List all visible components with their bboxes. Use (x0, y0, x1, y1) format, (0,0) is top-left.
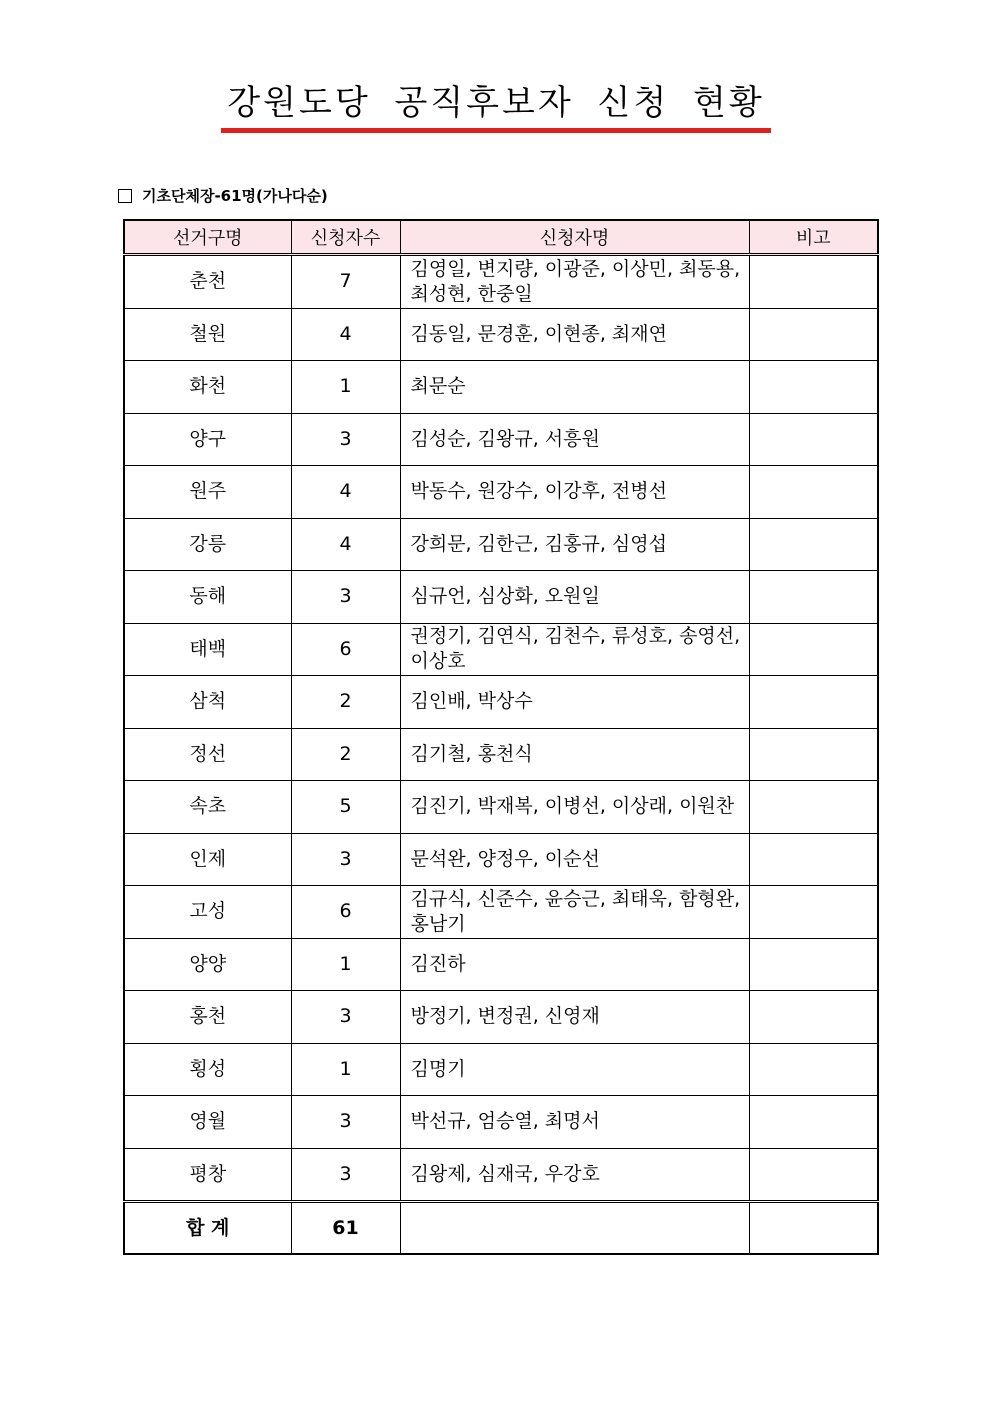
note-cell (749, 886, 878, 939)
section-heading (118, 185, 328, 206)
table-header-row (124, 220, 878, 255)
count-cell: 3 (291, 1148, 400, 1202)
names-cell: 박선규, 엄승열, 최명서 (400, 1096, 749, 1149)
names-cell: 김규식, 신준수, 윤승근, 최태욱, 함형완, 홍남기 (400, 886, 749, 939)
candidate-table (123, 219, 879, 1255)
table-row (124, 308, 878, 361)
names-cell: 최문순 (400, 361, 749, 414)
district-cell: 홍천 (124, 991, 291, 1044)
count-cell: 3 (291, 571, 400, 624)
header-count: 신청자수 (291, 220, 400, 255)
note-cell (749, 623, 878, 676)
district-cell: 정선 (124, 728, 291, 781)
table-row (124, 991, 878, 1044)
header-names: 신청자명 (400, 220, 749, 255)
checkbox-square-icon (118, 189, 132, 203)
table-row (124, 1096, 878, 1149)
note-cell (749, 361, 878, 414)
count-cell: 1 (291, 361, 400, 414)
names-cell: 김명기 (400, 1043, 749, 1096)
table-row (124, 466, 878, 519)
names-cell: 방정기, 변정권, 신영재 (400, 991, 749, 1044)
note-cell (749, 518, 878, 571)
names-cell: 권정기, 김연식, 김천수, 류성호, 송영선, 이상호 (400, 623, 749, 676)
names-cell: 김진기, 박재복, 이병선, 이상래, 이원찬 (400, 781, 749, 834)
note-cell (749, 1096, 878, 1149)
count-cell: 2 (291, 728, 400, 781)
district-cell: 철원 (124, 308, 291, 361)
names-cell: 김진하 (400, 938, 749, 991)
note-cell (749, 781, 878, 834)
note-cell (749, 571, 878, 624)
count-cell: 5 (291, 781, 400, 834)
table-row (124, 413, 878, 466)
table-row (124, 571, 878, 624)
note-cell (749, 466, 878, 519)
section-heading-text: 기초단체장-61명(가나다순) (142, 187, 328, 205)
names-cell: 문석완, 양정우, 이순선 (400, 833, 749, 886)
table-row (124, 676, 878, 729)
count-cell: 4 (291, 308, 400, 361)
count-cell: 4 (291, 466, 400, 519)
table-row (124, 1043, 878, 1096)
total-count: 61 (291, 1202, 400, 1255)
note-cell (749, 991, 878, 1044)
note-cell (749, 255, 878, 309)
table-row (124, 886, 878, 939)
note-cell (749, 413, 878, 466)
district-cell: 춘천 (124, 255, 291, 309)
note-cell (749, 676, 878, 729)
table-row (124, 518, 878, 571)
count-cell: 7 (291, 255, 400, 309)
district-cell: 평창 (124, 1148, 291, 1202)
count-cell: 6 (291, 886, 400, 939)
note-cell (749, 308, 878, 361)
note-cell (749, 1148, 878, 1202)
count-cell: 4 (291, 518, 400, 571)
district-cell: 횡성 (124, 1043, 291, 1096)
district-cell: 영월 (124, 1096, 291, 1149)
header-district: 선거구명 (124, 220, 291, 255)
district-cell: 고성 (124, 886, 291, 939)
names-cell: 김왕제, 심재국, 우강호 (400, 1148, 749, 1202)
page-title-container (0, 82, 992, 133)
district-cell: 강릉 (124, 518, 291, 571)
names-cell: 심규언, 심상화, 오원일 (400, 571, 749, 624)
names-cell: 김성순, 김왕규, 서흥원 (400, 413, 749, 466)
district-cell: 인제 (124, 833, 291, 886)
header-note: 비고 (749, 220, 878, 255)
table-row (124, 623, 878, 676)
table-row (124, 938, 878, 991)
names-cell: 박동수, 원강수, 이강후, 전병선 (400, 466, 749, 519)
count-cell: 3 (291, 833, 400, 886)
district-cell: 원주 (124, 466, 291, 519)
note-cell (749, 833, 878, 886)
count-cell: 1 (291, 938, 400, 991)
count-cell: 2 (291, 676, 400, 729)
page-title: 강원도당 공직후보자 신청 현황 (221, 82, 770, 133)
district-cell: 삼척 (124, 676, 291, 729)
names-cell: 김기철, 홍천식 (400, 728, 749, 781)
district-cell: 태백 (124, 623, 291, 676)
names-cell: 김인배, 박상수 (400, 676, 749, 729)
table-row (124, 1148, 878, 1202)
count-cell: 3 (291, 413, 400, 466)
table-row (124, 255, 878, 309)
total-label: 합 계 (124, 1202, 291, 1255)
table-row (124, 361, 878, 414)
total-note (749, 1202, 878, 1255)
district-cell: 동해 (124, 571, 291, 624)
names-cell: 김동일, 문경훈, 이현종, 최재연 (400, 308, 749, 361)
table-row (124, 781, 878, 834)
district-cell: 양구 (124, 413, 291, 466)
total-row (124, 1202, 878, 1255)
table-row (124, 728, 878, 781)
count-cell: 6 (291, 623, 400, 676)
count-cell: 3 (291, 1096, 400, 1149)
note-cell (749, 728, 878, 781)
table-row (124, 833, 878, 886)
names-cell: 강희문, 김한근, 김홍규, 심영섭 (400, 518, 749, 571)
total-names (400, 1202, 749, 1255)
district-cell: 양양 (124, 938, 291, 991)
note-cell (749, 938, 878, 991)
note-cell (749, 1043, 878, 1096)
count-cell: 1 (291, 1043, 400, 1096)
district-cell: 화천 (124, 361, 291, 414)
count-cell: 3 (291, 991, 400, 1044)
district-cell: 속초 (124, 781, 291, 834)
names-cell: 김영일, 변지량, 이광준, 이상민, 최동용, 최성현, 한중일 (400, 255, 749, 309)
